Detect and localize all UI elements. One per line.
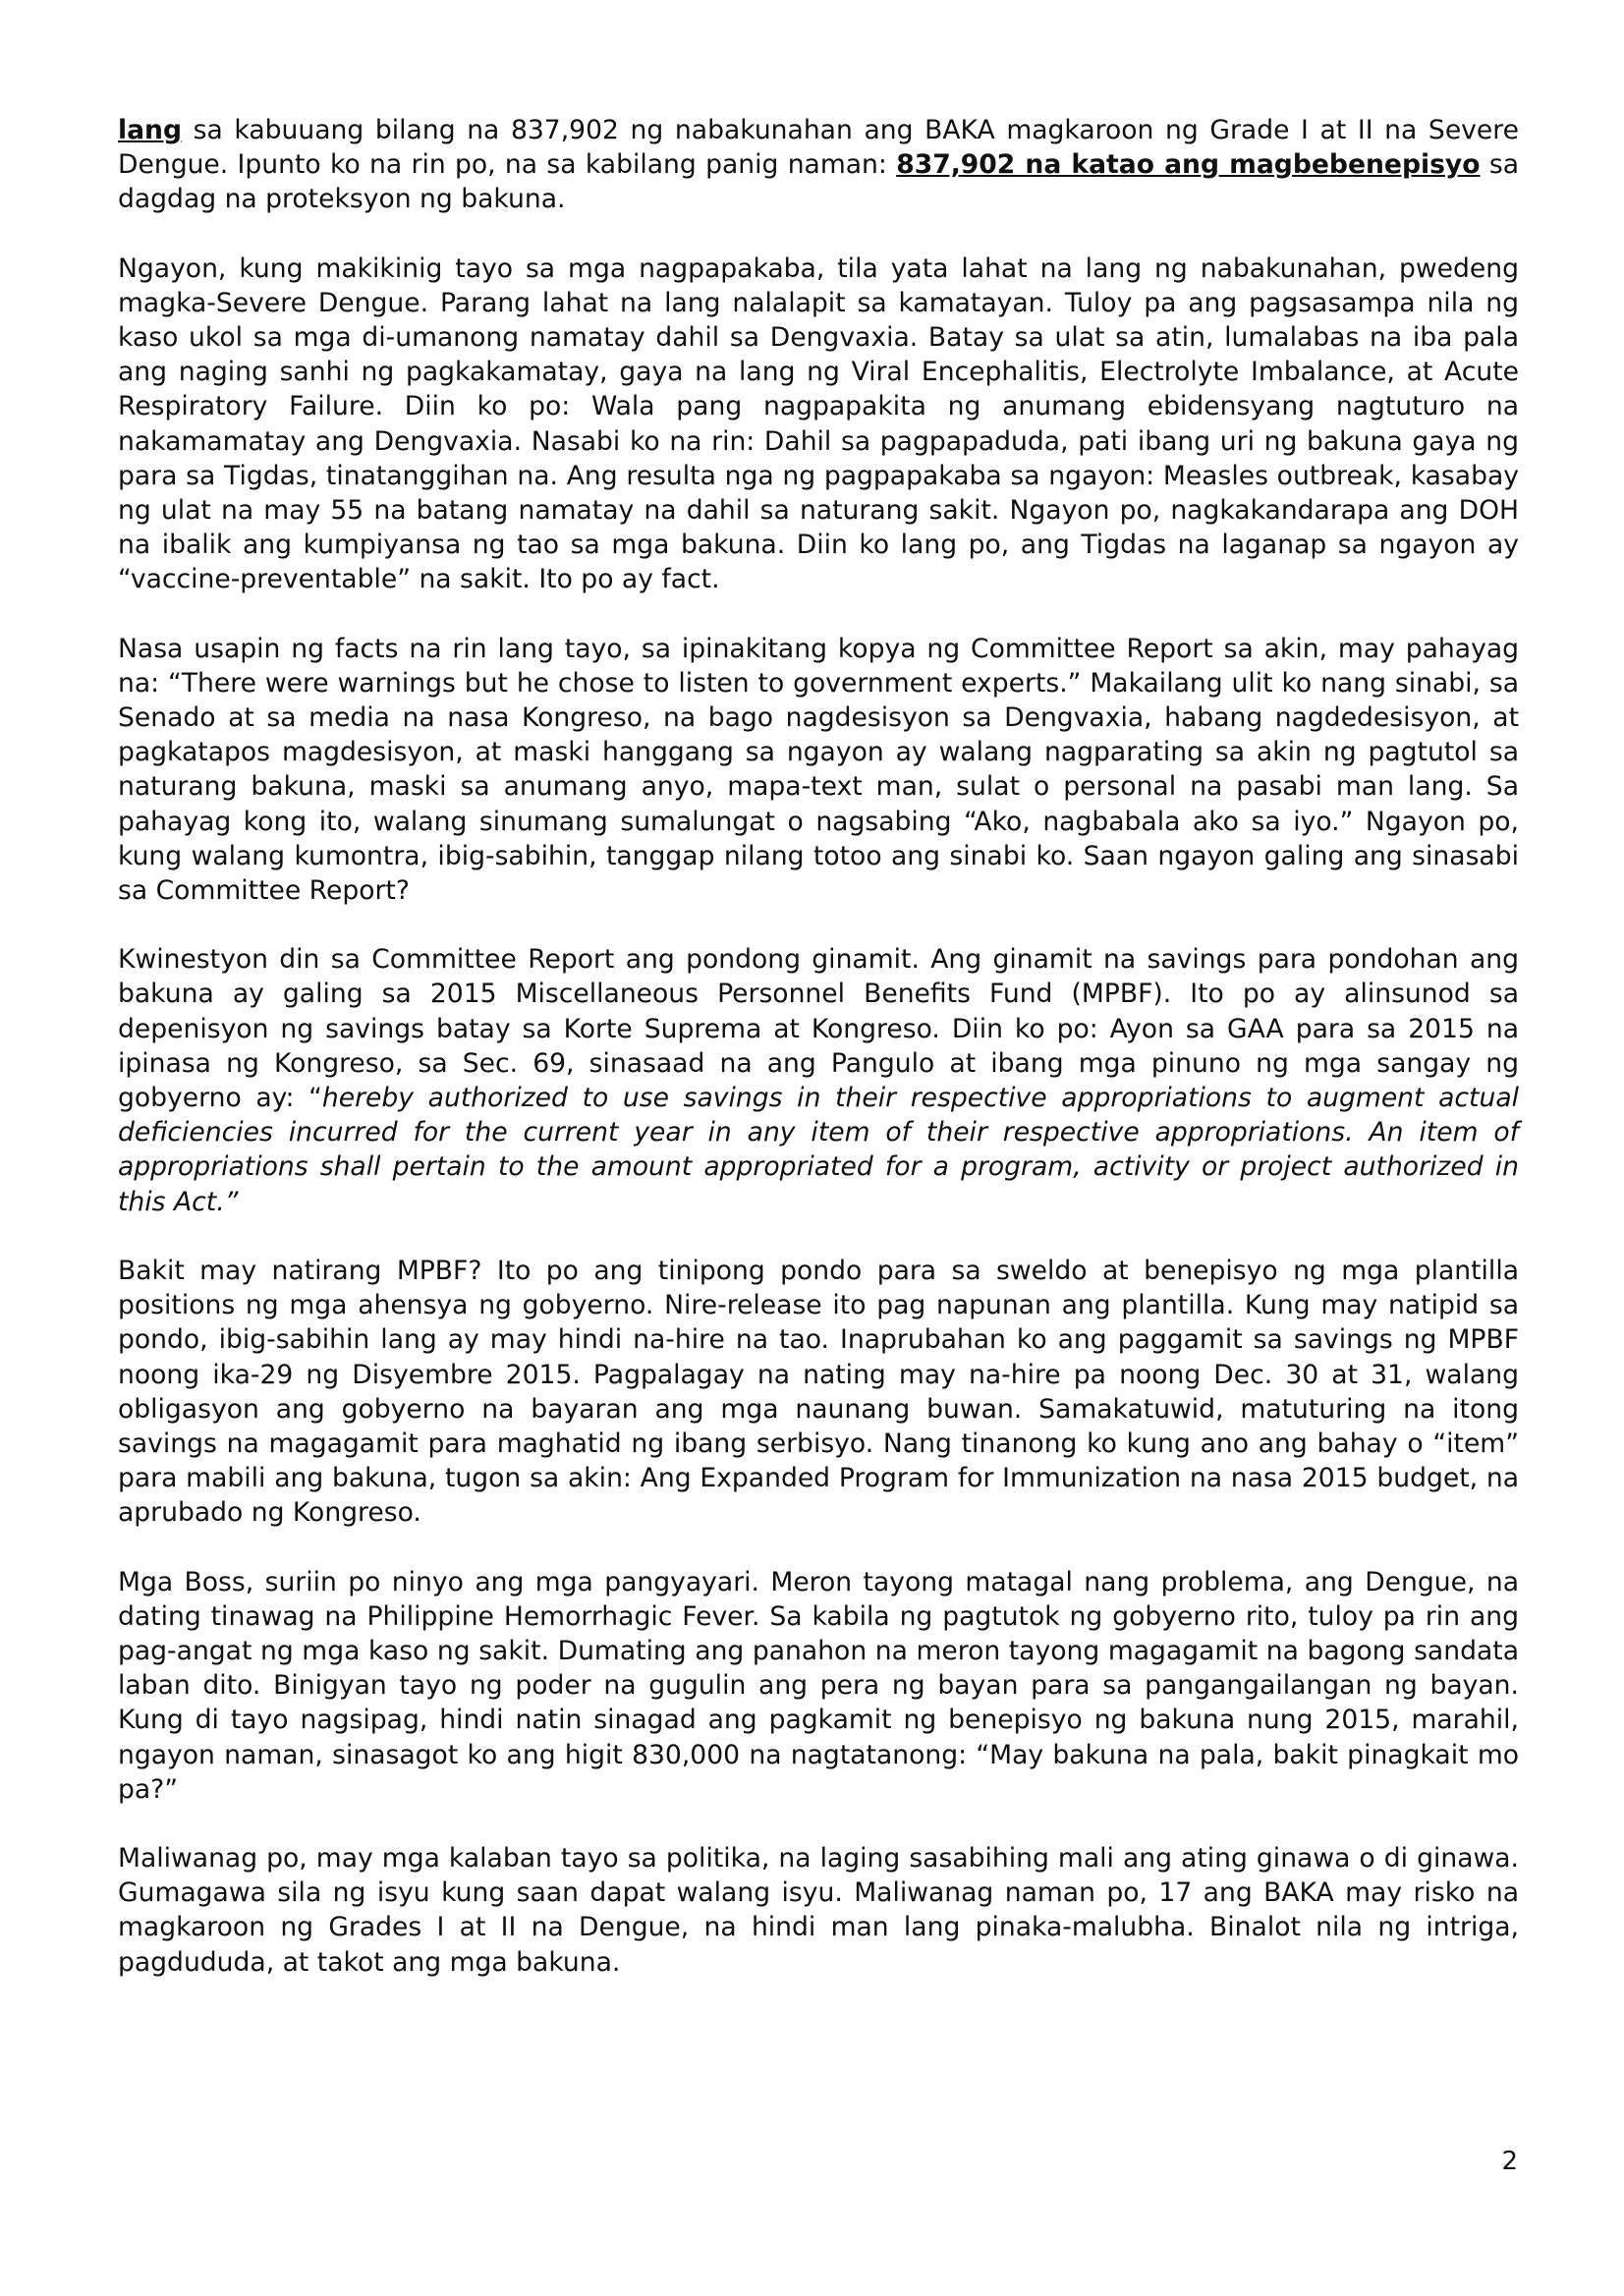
paragraph-text: sa dagdag na proteksyon ng bakuna. <box>118 149 1520 215</box>
paragraph-7 <box>118 1841 1519 1980</box>
paragraph-text: sa kabuuang bilang na 837,902 ng nabakunahan ang BAKA magkaroon ng Grade I at II na Severe Dengue. Ipunto ko na rin po, na sa kabilang panig naman: <box>118 115 1519 181</box>
page-number: 2 <box>1501 2147 1518 2176</box>
paragraph-3 <box>118 632 1519 909</box>
emphasis-text: 837,902 na katao ang magbebenepisyo <box>896 149 1481 181</box>
quoted-provision: hereby authorized to use savings in their respective appropriations to augment actual deficiencies incurred for the current year in any item of their respective appropriations. An item of appropriations shall pertain to the amount appropriated for a program, activity or project authorized in this Act.” <box>118 1083 1520 1217</box>
emphasis-text: lang <box>118 115 183 145</box>
document-body <box>118 113 1519 1980</box>
paragraph-5 <box>118 1254 1519 1531</box>
paragraph-text: Nasa usapin ng facts na rin lang tayo, sa ipinakitang kopya ng Committee Report sa akin, may pahayag na: “There were warnings but he chose to listen to government experts.” Makailang ulit ko nang sinabi, sa Senado at sa media na nasa Kongreso, na bago nagdesisyon sa Dengvaxia, habang nagdedesisyon, at pagkatapos magdesisyon, at maski hanggang sa ngayon ay walang nagparating sa akin ng pagtutol sa naturang bakuna, maski sa anumang anyo, mapa-text man, sulat o personal na pasabi man lang. Sa pahayag kong ito, walang sinumang sumalungat o nagsabing “Ako, nagbabala ako sa iyo.” Ngayon po, kung walang kumontra, ibig-sabihin, tanggap nilang totoo ang sinabi ko. Saan ngayon galing ang sinasabi sa Committee Report? <box>118 633 1519 907</box>
paragraph-6 <box>118 1565 1519 1807</box>
paragraph-text: Maliwanag po, may mga kalaban tayo sa politika, na laging sasabihing mali ang ating ginawa o di ginawa. Gumagawa sila ng isyu kung saan dapat walang isyu. Maliwanag naman po, 17 ang BAKA may risko na magkaroon ng Grades I at II na Dengue, na hindi man lang pinaka-malubha. Binalot nila ng intriga, pagdududa, at takot ang mga bakuna. <box>118 1842 1519 1978</box>
paragraph-1 <box>118 113 1519 217</box>
paragraph-text: Mga Boss, suriin po ninyo ang mga pangyayari. Meron tayong matagal nang problema, ang Dengue, na dating tinawag na Philippine Hemorrhagic Fever. Sa kabila ng pagtutok ng gobyerno rito, tuloy pa rin ang pag-angat ng mga kaso ng sakit. Dumating ang panahon na meron tayong magagamit na bagong sandata laban dito. Binigyan tayo ng poder na gugulin ang pera ng bayan para sa pangangailangan ng bayan. Kung di tayo nagsipag, hindi natin sinagad ang pagkamit ng benepisyo ng bakuna nung 2015, marahil, ngayon naman, sinasagot ko ang higit 830,000 na nagtatanong: “May bakuna na pala, bakit pinagkait mo pa?” <box>118 1566 1519 1805</box>
paragraph-text: Ngayon, kung makikinig tayo sa mga nagpapakaba, tila yata lahat na lang ng nabakunahan, pwedeng magka-Severe Dengue. Parang lahat na lang nalalapit sa kamatayan. Tuloy pa ang pagsasampa nila ng kaso ukol sa mga di-umanong namatay dahil sa Dengvaxia. Batay sa ulat sa atin, lumalabas na iba pala ang naging sanhi ng pagkakamatay, gaya na lang ng Viral Encephalitis, Electrolyte Imbalance, at Acute Respiratory Failure. Diin ko po: Wala pang nagpapakita ng anumang ebidensyang nagtuturo na nakamamatay ang Dengvaxia. Nasabi ko na rin: Dahil sa pagpapaduda, pati ibang uri ng bakuna gaya ng para sa Tigdas, tinatanggihan na. Ang resulta nga ng pagpapakaba sa ngayon: Measles outbreak, kasabay ng ulat na may 55 na batang namatay na dahil sa naturang sakit. Ngayon po, nagkakandarapa ang DOH na ibalik ang kumpiyansa ng tao sa mga bakuna. Diin ko lang po, ang Tigdas na laganap sa ngayon ay “vaccine-preventable” na sakit. Ito po ay fact. <box>118 252 1519 595</box>
paragraph-4 <box>118 942 1519 1219</box>
paragraph-2 <box>118 252 1519 597</box>
paragraph-text: Bakit may natirang MPBF? Ito po ang tinipong pondo para sa sweldo at benepisyo ng mga plantilla positions ng mga ahensya ng gobyerno. Nire-release ito pag napunan ang plantilla. Kung may natipid sa pondo, ibig-sabihin lang ay may hindi na-hire na tao. Inaprubahan ko ang paggamit sa savings ng MPBF noong ika-29 ng Disyembre 2015. Pagpalagay na nating may na-hire pa noong Dec. 30 at 31, walang obligasyon ang gobyerno na bayaran ang mga naunang buwan. Samakatuwid, matuturing na itong savings na magagamit para maghatid ng ibang serbisyo. Nang tinanong ko kung ano ang bahay o “item” para mabili ang bakuna, tugon sa akin: Ang Expanded Program for Immunization na nasa 2015 budget, na aprubado ng Kongreso. <box>118 1255 1519 1529</box>
paragraph-text: Kwinestyon din sa Committee Report ang pondong ginamit. Ang ginamit na savings para pondohan ang bakuna ay galing sa 2015 Miscellaneous Personnel Benefits Fund (MPBF). Ito po ay alinsunod sa depenisyon ng savings batay sa Korte Suprema at Kongreso. Diin ko po: Ayon sa GAA para sa 2015 na ipinasa ng Kongreso, sa Sec. 69, sinasaad na ang Pangulo at ibang mga pinuno ng mga sangay ng gobyerno ay: “ <box>118 944 1519 1114</box>
